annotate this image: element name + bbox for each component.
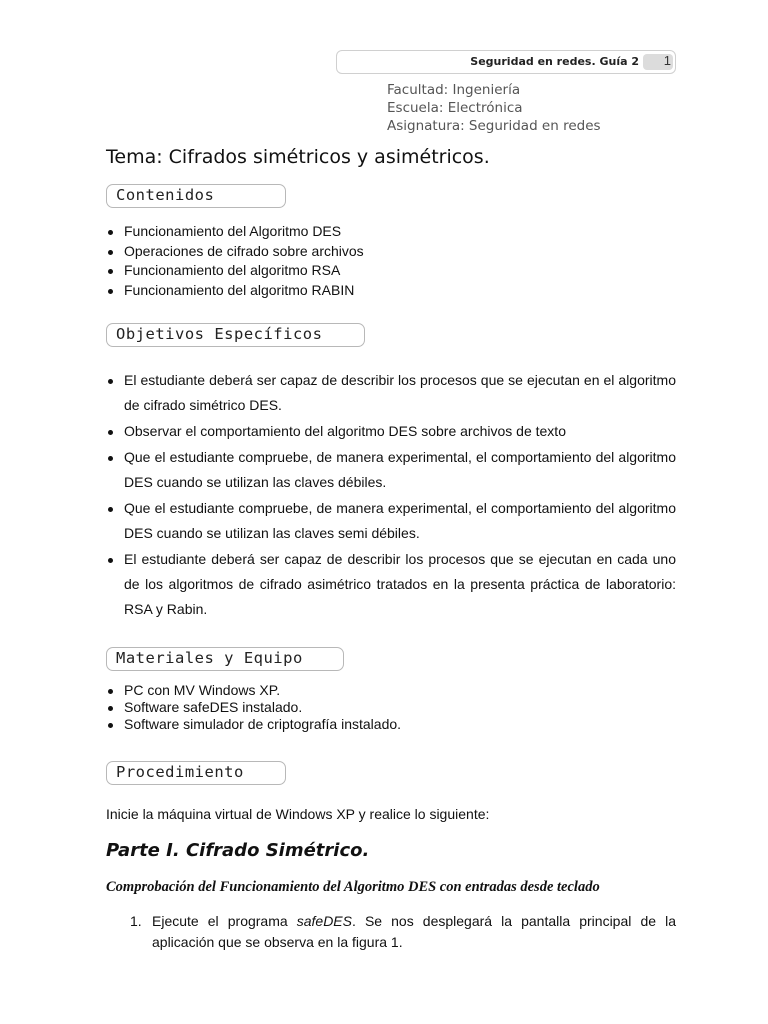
objectives-list (106, 368, 676, 623)
contents-list (106, 222, 364, 300)
list-item: PC con MV Windows XP. (106, 682, 401, 699)
materials-list (106, 682, 401, 733)
section-heading-materiales: Materiales y Equipo (106, 647, 344, 671)
list-item: El estudiante deberá ser capaz de describir los procesos que se ejecutan en el algoritmo de cifrado simétrico DES. (106, 368, 676, 418)
section-heading-contenidos: Contenidos (106, 184, 286, 208)
list-item: Funcionamiento del Algoritmo DES (106, 222, 364, 242)
part-heading: Parte I. Cifrado Simétrico. (106, 840, 370, 861)
program-name: safeDES (296, 913, 352, 929)
list-item: Observar el comportamiento del algoritmo DES sobre archivos de texto (106, 419, 676, 444)
list-item: Funcionamiento del algoritmo RABIN (106, 281, 364, 301)
course-info (387, 81, 601, 135)
subject-line: Asignatura: Seguridad en redes (387, 118, 601, 134)
running-header (336, 50, 676, 74)
header-title: Seguridad en redes. Guía 2 (470, 55, 639, 68)
step-item (106, 911, 676, 953)
faculty-line: Facultad: Ingeniería (387, 82, 521, 98)
list-item: El estudiante deberá ser capaz de describir los procesos que se ejecutan en cada uno de los algoritmos de cifrado asimétrico tratados en la presenta práctica de laboratorio: RSA y Rabin. (106, 547, 676, 622)
subsection-heading: Comprobación del Funcionamiento del Algoritmo DES con entradas desde teclado (106, 879, 600, 895)
list-item: Operaciones de cifrado sobre archivos (106, 242, 364, 262)
page-number: 1 (663, 53, 671, 68)
school-line: Escuela: Electrónica (387, 100, 523, 116)
list-item: Que el estudiante compruebe, de manera experimental, el comportamiento del algoritmo DES cuando se utilizan las claves débiles. (106, 445, 676, 495)
list-item: Software safeDES instalado. (106, 699, 401, 716)
list-item: Software simulador de criptografía instalado. (106, 716, 401, 733)
step-number: 1. (130, 913, 142, 929)
step-text-after: . Se nos desplegará la pantalla principal de la aplicación que se observa en la figura 1. (152, 913, 676, 950)
step-text-before: Ejecute el programa (152, 913, 297, 929)
steps-list (106, 911, 676, 953)
procedure-intro: Inicie la máquina virtual de Windows XP y realice lo siguiente: (106, 806, 490, 822)
section-heading-objetivos: Objetivos Específicos (106, 323, 365, 347)
list-item: Funcionamiento del algoritmo RSA (106, 261, 364, 281)
list-item: Que el estudiante compruebe, de manera experimental, el comportamiento del algoritmo DES cuando se utilizan las claves semi débiles. (106, 496, 676, 546)
section-heading-procedimiento: Procedimiento (106, 761, 286, 785)
topic-title: Tema: Cifrados simétricos y asimétricos. (106, 146, 490, 168)
